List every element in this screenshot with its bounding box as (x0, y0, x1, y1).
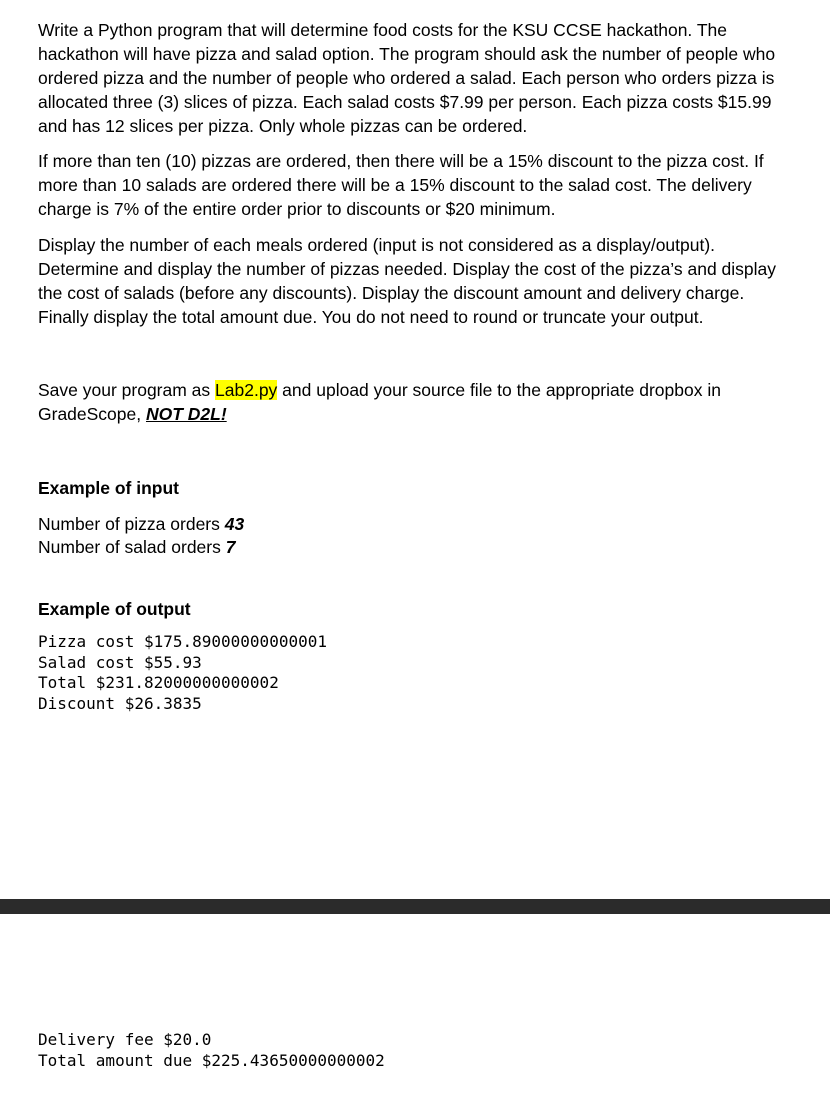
example-output-heading: Example of output (38, 599, 191, 619)
pizza-orders-label: Number of pizza orders (38, 514, 225, 534)
output-line-total: Total $231.82000000000002 (38, 673, 279, 692)
page-break-divider (0, 899, 830, 914)
pizza-orders-value: 43 (224, 514, 245, 534)
salad-orders-label: Number of salad orders (38, 537, 226, 557)
example-input-heading: Example of input (38, 478, 179, 498)
discount-paragraph: If more than ten (10) pizzas are ordered, then there will be a 15% discount to the pizza cost. If more than 10 salads are ordered there will be a 15% discount to the salad cost. The delivery charge is 7% of the entire order prior to discounts or $20 minimum. (38, 151, 764, 219)
output-line-total-due: Total amount due $225.43650000000002 (38, 1050, 385, 1070)
output-line-discount: Discount $26.3835 (38, 693, 202, 713)
intro-paragraph: Write a Python program that will determine food costs for the KSU CCSE hackathon. The hackathon will have pizza and salad option. The program should ask the number of people who ordered pizza and the number of people who ordered a salad. Each person who orders pizza is allocated three (3) slices of pizza. Each salad costs $7.99 per person. Each pizza costs $15.99 and has 12 slices per pizza. Only whole pizzas can be ordered. (38, 20, 776, 136)
not-d2l-emphasis: NOT D2L! (145, 404, 227, 424)
output-line-pizza-cost: Pizza cost $175.89000000000001 (38, 632, 327, 651)
display-paragraph: Display the number of each meals ordered (input is not considered as a display/output). Determine and display the number of pizzas needed. Display the cost of the pizza’s and display the cost of salads (before any discounts). Display the discount amount and delivery charge. Finally display the total amount due. You do not need to round or truncate your output. (38, 235, 777, 327)
highlighted-filename: Lab2.py (215, 380, 278, 400)
save-middle: and upload your source file to the appropriate dropbox in GradeScope, (38, 380, 721, 424)
continued-output (38, 1030, 385, 1071)
assignment-document (38, 18, 798, 714)
salad-orders-line (38, 536, 798, 559)
salad-orders-value: 7 (225, 537, 236, 557)
save-instructions (38, 378, 798, 426)
output-line-delivery-fee: Delivery fee $20.0 (38, 1030, 212, 1049)
output-line-salad-cost: Salad cost $55.93 (38, 652, 202, 672)
pizza-orders-line (38, 513, 798, 536)
save-prefix: Save your program as (38, 380, 216, 400)
